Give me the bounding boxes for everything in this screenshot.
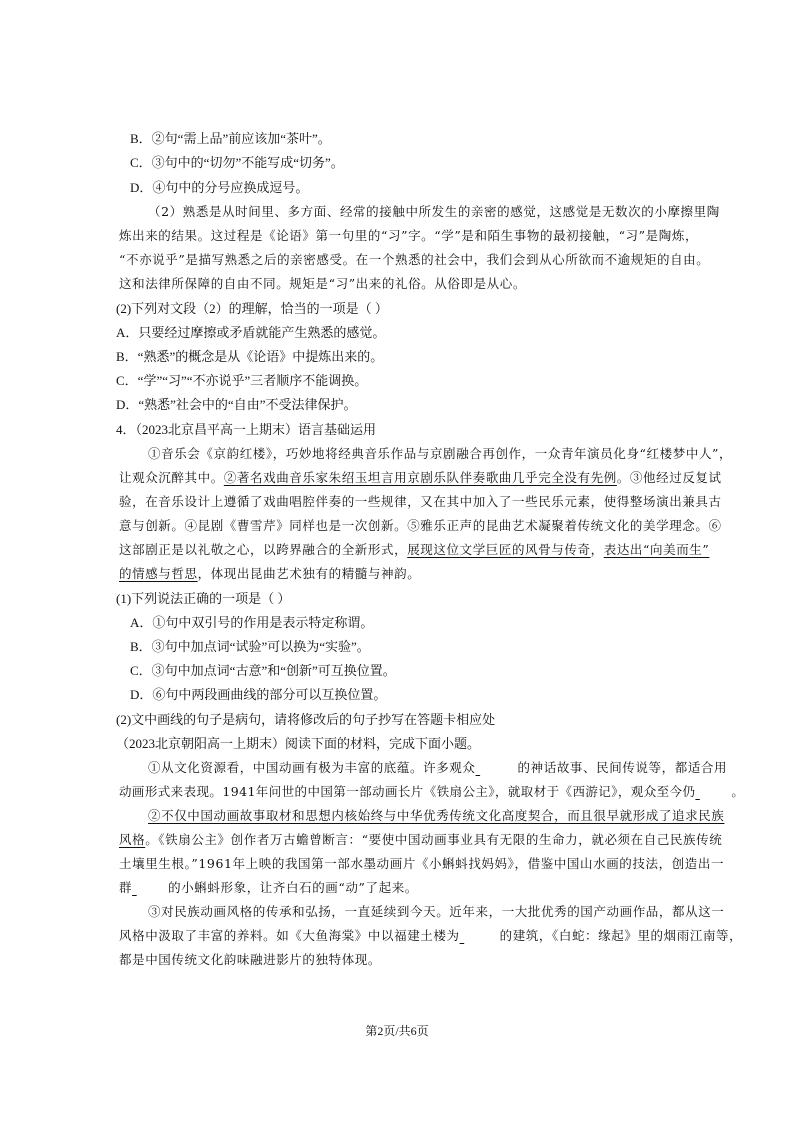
q4-passage-line-5 <box>119 542 709 558</box>
q4-sub1-option-b: B．③句中加点词“试验”可以换为“实验”。 <box>130 639 370 654</box>
q4-p2-text-a: 让观众沉醉其中。 <box>119 470 224 485</box>
q5-p8-text-b: 的建筑，《白蛇：缘起》里的烟雨江南等， <box>499 928 743 943</box>
q5-passage-line-5: 土壤里生根。”1961年上映的我国第一部水墨动画片《小蝌蚪找妈妈》，借鉴中国山水画的技法，创造出一 <box>119 856 725 871</box>
q4-passage-line-2 <box>119 470 722 486</box>
passage2-line-1: （2）熟悉是从时间里、多方面、经常的接触中所发生的亲密的感觉，这感觉是无数次的小摩擦里陶 <box>148 204 720 219</box>
q4-p2-text-b: 。③他经过反复试 <box>616 470 722 485</box>
q3-option-c: C．③句中的“切勿”不能写成“切务”。 <box>130 155 344 170</box>
passage2-line-4: 这和法律所保障的自由不同。规矩是“习”出来的礼俗。从俗即是从心。 <box>119 276 526 291</box>
q5-p1-text-a: ①从文化资源看，中国动画有极为丰富的底蕴。许多观众 <box>148 760 476 775</box>
q4-sub1-stem: (1)下列说法正确的一项是（ ） <box>116 591 291 606</box>
q5-p4-underlined: 风格 <box>119 832 146 847</box>
q4-p6-underlined: 的情感与哲思 <box>119 566 198 581</box>
q4-sub1-option-d: D．⑥句中两段画曲线的部分可以互换位置。 <box>130 687 387 702</box>
q4-p6-text: ，体现出昆曲艺术独有的精髓与神韵。 <box>197 566 421 581</box>
q3-option-b: B．②句“需上品”前应该加“茶叶”。 <box>130 131 331 146</box>
q4-p5-text-a: 这部剧正是以礼敬之心，以跨界融合的全新形式， <box>119 542 408 557</box>
q5-blank-2 <box>695 784 731 800</box>
q3-option-d: D．④句中的分号应换成逗号。 <box>130 180 309 195</box>
q2-option-c: C．“学”“习”“不亦说乎”三者顺序不能调换。 <box>116 373 368 388</box>
q4-passage-line-4: 意与创新。④昆剧《曹雪芹》同样也是一次创新。⑤雅乐正声的昆曲艺术凝聚着传统文化的美学理念。⑥ <box>119 518 722 533</box>
q5-passage-line-9: 都是中国传统文化韵味融进影片的独特体现。 <box>119 952 382 967</box>
page-number-footer: 第2页/共6页 <box>365 1024 429 1038</box>
q4-passage-line-1: ①音乐会《京韵红楼》，巧妙地将经典音乐作品与京剧融合再创作，一众青年演员化身“红楼梦中人”， <box>148 446 733 461</box>
q5-blank-3 <box>132 880 168 896</box>
q4-p5-text-b: ， <box>590 542 604 557</box>
q4-sub1-option-c: C．③句中加点词“古意”和“创新”可互换位置。 <box>130 663 396 678</box>
q5-p3-underlined: ②不仅中国动画故事取材和思想内核始终与中华优秀传统文化高度契合，而且很早就形成了追求民族 <box>148 808 725 823</box>
q2-stem: (2)下列对文段（2）的理解，恰当的一项是（ ） <box>116 301 388 316</box>
q5-passage-line-6 <box>119 880 418 896</box>
q4-p5-underlined-1: 展现这位文学巨匠的风骨与传奇 <box>407 542 591 557</box>
q5-passage-line-8 <box>119 928 742 944</box>
q5-p2-text-b: 。 <box>731 784 745 799</box>
q4-passage-line-3: 验，在音乐设计上遵循了戏曲唱腔伴奏的一些规律，又在其中加入了一些民乐元素，使得整场演出兼具古 <box>119 494 722 509</box>
passage2-line-3: “不亦说乎”是描写熟悉之后的亲密感受。在一个熟悉的社会中，我们会到从心所欲而不逾规矩的自由。 <box>119 252 710 267</box>
q4-sub2-stem: (2)文中画线的句子是病句，请将修改后的句子抄写在答题卡相应处 <box>116 712 496 727</box>
q5-header: （2023北京朝阳高一上期末）阅读下面的材料，完成下面小题。 <box>116 736 481 751</box>
q5-p1-text-b: 的神话故事、民间传说等，都适合用 <box>517 760 728 775</box>
q4-header: 4．（2023北京昌平高一上期末）语言基础运用 <box>116 422 377 437</box>
q5-p8-text-a: 风格中汲取了丰富的养料。如《大鱼海棠》中以福建土楼为 <box>119 928 460 943</box>
q4-passage-line-6 <box>119 566 420 582</box>
q4-sub1-option-a: A．①句中双引号的作用是表示特定称谓。 <box>130 615 374 630</box>
q5-blank-1 <box>476 760 518 776</box>
q5-blank-4 <box>460 928 500 944</box>
q5-passage-line-4 <box>119 832 722 848</box>
q4-p2-underlined-sentence: ②著名戏曲音乐家朱绍玉坦言用京剧乐队伴奏歌曲几乎完全没有先例 <box>223 470 617 485</box>
q5-passage-line-2 <box>119 784 744 800</box>
q2-option-b: B．“熟悉”的概念是从《论语》中提炼出来的。 <box>116 349 384 364</box>
q5-p6-text-b: 的小蝌蚪形象，让齐白石的画“动”了起来。 <box>168 880 418 895</box>
q4-p5-underlined-2: 表达出“向美而生” <box>603 542 710 557</box>
q5-passage-line-7: ③对民族动画风格的传承和弘扬，一直延续到今天。近年来，一大批优秀的国产动画作品，都从这一 <box>148 904 725 919</box>
q5-p4-text: 。《铁扇公主》创作者万古蟾曾断言：“要使中国动画事业具有无限的生命力，就必须在自己民族传统 <box>145 832 723 847</box>
q5-p2-text-a: 动画形式来表现。1941年问世的中国第一部动画长片《铁扇公主》，就取材于《西游记》，观众至今仍 <box>119 784 696 799</box>
q2-option-a: A．只要经过摩擦或矛盾就能产生熟悉的感觉。 <box>116 325 386 340</box>
q5-passage-line-3 <box>148 808 724 824</box>
q2-option-d: D．“熟悉”社会中的“自由”不受法律保护。 <box>116 397 357 412</box>
q5-p6-text-a: 群 <box>119 880 133 895</box>
passage2-line-2: 炼出来的结果。这过程是《论语》第一句里的“习”字。“学”是和陌生事物的最初接触，“习”是陶炼， <box>119 228 699 243</box>
q5-passage-line-1 <box>148 760 727 776</box>
